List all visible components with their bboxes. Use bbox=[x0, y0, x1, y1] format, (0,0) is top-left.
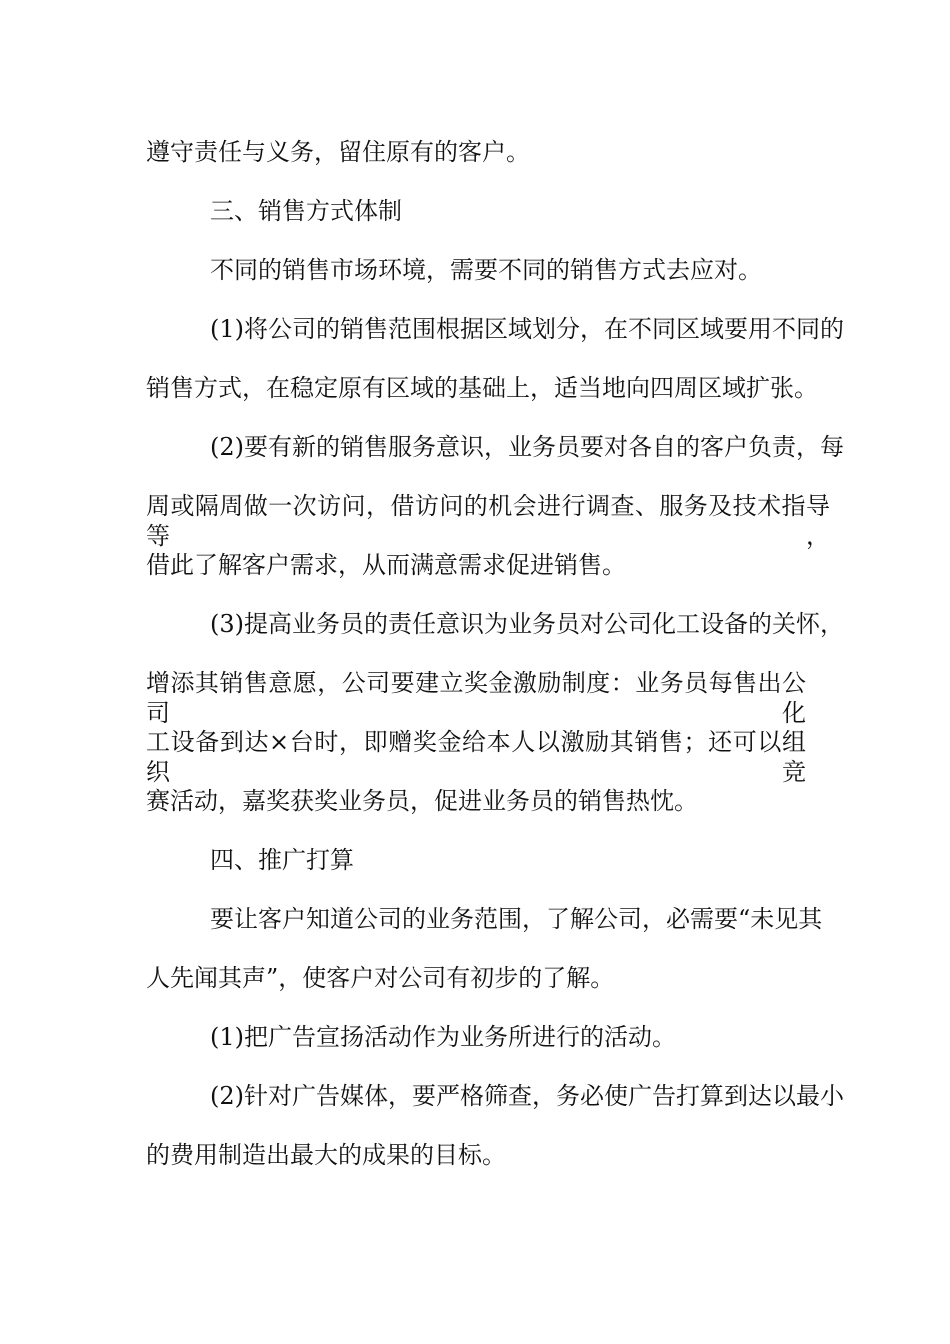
paragraph-line: 遵守责任与义务，留住原有的客户。 bbox=[146, 138, 530, 166]
section-heading: 四、推广打算 bbox=[210, 846, 354, 874]
paragraph-line: 销售方式，在稳定原有区域的基础上，适当地向四周区域扩张。 bbox=[146, 374, 818, 402]
section-heading: 三、销售方式体制 bbox=[210, 197, 402, 225]
list-item-line: (2)要有新的销售服务意识，业务员要对各自的客户负责，每 bbox=[210, 433, 844, 461]
paragraph-line: 增添其销售意愿，公司要建立奖金激励制度：业务员每售出公司化 bbox=[146, 669, 806, 727]
paragraph-line: 要让客户知道公司的业务范围，了解公司，必需要“未见其 bbox=[210, 905, 823, 933]
list-item-line: (2)针对广告媒体，要严格筛查，务必使广告打算到达以最小 bbox=[210, 1082, 844, 1110]
paragraph-line: 周或隔周做一次访问，借访问的机会进行调查、服务及技术指导等， bbox=[146, 492, 830, 550]
paragraph-line: 不同的销售市场环境，需要不同的销售方式去应对。 bbox=[210, 256, 762, 284]
paragraph-line: 人先闻其声”，使客户对公司有初步的了解。 bbox=[146, 964, 615, 992]
list-item-line: (1)将公司的销售范围根据区域划分，在不同区域要用不同的 bbox=[210, 315, 844, 343]
paragraph-line: 工设备到达×台时，即赠奖金给本人以激励其销售；还可以组织竞 bbox=[146, 728, 806, 786]
paragraph-line: 的费用制造出最大的成果的目标。 bbox=[146, 1141, 506, 1169]
paragraph-line: 借此了解客户需求，从而满意需求促进销售。 bbox=[146, 551, 626, 579]
list-item-line: (1)把广告宣扬活动作为业务所进行的活动。 bbox=[210, 1023, 676, 1051]
paragraph-line: 赛活动，嘉奖获奖业务员，促进业务员的销售热忱。 bbox=[146, 787, 698, 815]
list-item-line: (3)提高业务员的责任意识为业务员对公司化工设备的关怀， bbox=[210, 610, 844, 638]
